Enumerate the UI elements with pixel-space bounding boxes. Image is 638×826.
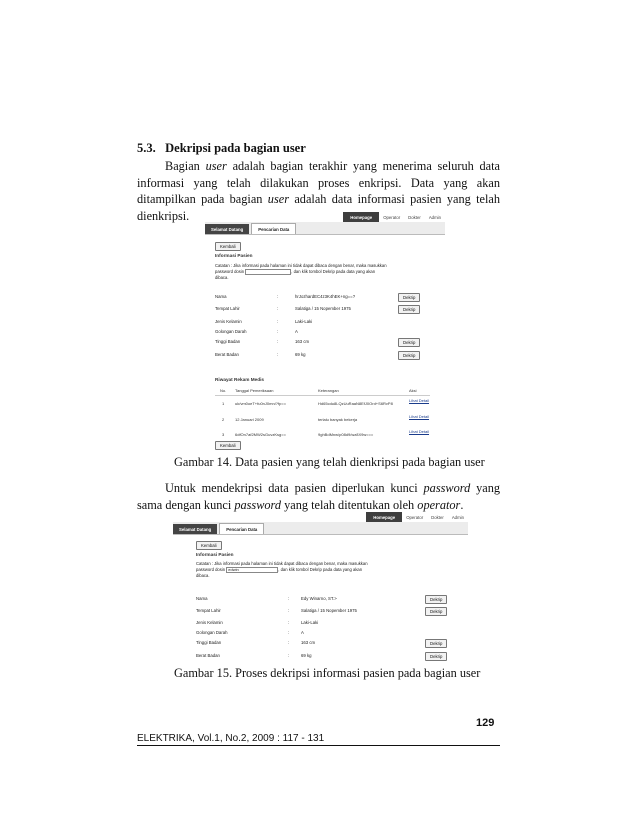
content bbox=[173, 535, 468, 658]
nav-admin[interactable]: Admin bbox=[451, 514, 464, 520]
field-colon: : bbox=[288, 620, 290, 625]
field-value: 69 kg bbox=[295, 352, 306, 357]
field-value: 69 kg bbox=[301, 653, 312, 658]
field-label: Berat Badan bbox=[215, 352, 239, 357]
back-button[interactable]: Kembali bbox=[215, 242, 241, 251]
field-value: hrJozhardEC4z3K4hEK+ng==? bbox=[295, 294, 356, 299]
field-colon: : bbox=[277, 319, 279, 324]
note: Catatan : Jika informasi pada halaman ini tidak dapat dibaca dengan benar, maka masukkan password dosin , dan klik tombol Dekrip pada data yang akan dibaca. bbox=[215, 263, 387, 281]
field-value: A bbox=[295, 329, 298, 334]
cell-no: 3 bbox=[222, 432, 225, 437]
field-colon: : bbox=[288, 653, 290, 658]
para-run: user bbox=[205, 159, 227, 173]
password-input[interactable] bbox=[245, 269, 291, 275]
table-row bbox=[215, 415, 430, 427]
field-value: Laki-Laki bbox=[301, 620, 319, 625]
cell-date: uk/vm0oeT+fu0nJ0mn/?fp== bbox=[235, 401, 287, 406]
nav-operator[interactable]: Operator bbox=[406, 514, 424, 520]
figure-14-screenshot bbox=[205, 212, 445, 448]
cell-date: 12 Januari 2009 bbox=[235, 417, 264, 422]
cell-no: 1 bbox=[222, 401, 225, 406]
nav-admin[interactable]: Admin bbox=[428, 214, 441, 220]
view-detail-link[interactable]: Lihat Detail bbox=[409, 414, 430, 419]
field-value: Salatiga / 15 Nopember 1975 bbox=[295, 306, 351, 311]
nav-homepage[interactable]: Homepage bbox=[343, 212, 379, 222]
field-value: 163 cm bbox=[301, 640, 316, 645]
para-run: password bbox=[423, 481, 471, 495]
para-run: . bbox=[460, 497, 464, 512]
cell-desc: 9ghBdMnw/p08d9/wz8X9w=== bbox=[318, 432, 374, 437]
back-button-bottom[interactable]: Kembali bbox=[215, 441, 241, 450]
field-row bbox=[215, 306, 430, 314]
view-detail-link[interactable]: Lihat Detail bbox=[409, 398, 430, 403]
field-colon: : bbox=[288, 630, 290, 635]
tab-pencarian-data[interactable]: Pencarian Data bbox=[219, 523, 264, 534]
table-row bbox=[215, 399, 430, 411]
cell-date: 6dfOn7af2MW2sGuvzKsg== bbox=[235, 432, 286, 437]
section-heading: 5.3. Dekripsi pada bagian user bbox=[137, 141, 306, 155]
field-colon: : bbox=[288, 596, 290, 601]
caption-figure-15: Gambar 15. Proses dekripsi informasi pasien pada bagian user bbox=[174, 666, 481, 680]
field-value: Laki-Laki bbox=[295, 319, 313, 324]
figure-15-screenshot bbox=[173, 512, 468, 658]
field-row bbox=[196, 640, 456, 648]
field-row bbox=[215, 294, 430, 302]
tab-pencarian-data[interactable]: Pencarian Data bbox=[251, 223, 296, 234]
field-label: Nama bbox=[196, 596, 208, 601]
field-row bbox=[196, 596, 456, 604]
field-colon: : bbox=[277, 339, 279, 344]
tab-bar bbox=[173, 522, 468, 535]
decrypt-button[interactable]: Dekrip bbox=[425, 652, 447, 661]
para-run: password bbox=[234, 497, 282, 512]
field-colon: : bbox=[277, 352, 279, 357]
para-run: yang sama dengan kunci bbox=[137, 481, 501, 512]
para-run: user bbox=[267, 192, 289, 206]
top-nav bbox=[366, 512, 468, 522]
field-row bbox=[196, 653, 456, 661]
caption-figure-14: Gambar 14. Data pasien yang telah dienkripsi pada bagian user bbox=[174, 455, 485, 469]
para-run: Untuk mendekripsi data pasien diperlukan kunci bbox=[165, 481, 424, 495]
field-row bbox=[215, 339, 430, 347]
page-number: 129 bbox=[476, 717, 495, 729]
field-value: 163 cm bbox=[295, 339, 310, 344]
field-row bbox=[215, 319, 430, 327]
col-no: No. bbox=[220, 388, 227, 393]
field-label: Tinggi Badan bbox=[215, 339, 241, 344]
field-label: Berat Badan bbox=[196, 653, 220, 658]
cell-desc: Hd65cdu8LQzUuRaaN8EfJ0Ord+S6RvP8 bbox=[318, 401, 393, 406]
view-detail-link[interactable]: Lihat Detail bbox=[409, 429, 430, 434]
content bbox=[205, 235, 445, 448]
info-title: Informasi Pasien bbox=[196, 552, 234, 557]
field-value: Edy Winarno, ST.> bbox=[301, 596, 337, 601]
field-label: Tempat Lahir bbox=[196, 608, 221, 613]
footer-rule bbox=[137, 745, 500, 746]
decrypt-button[interactable]: Dekrip bbox=[425, 639, 447, 648]
decrypt-button[interactable]: Dekrip bbox=[425, 607, 447, 616]
field-row bbox=[215, 352, 430, 360]
field-label: Tempat Lahir bbox=[215, 306, 240, 311]
para-run: operator bbox=[417, 497, 461, 512]
table-row bbox=[215, 430, 430, 442]
tab-selamat-datang[interactable]: Selamat Datang bbox=[205, 224, 249, 234]
cell-desc: terlalu banyak bekerja bbox=[318, 417, 358, 422]
decrypt-button[interactable]: Dekrip bbox=[398, 351, 420, 360]
col-date: Tanggal Pemeriksaan bbox=[235, 388, 274, 393]
field-colon: : bbox=[288, 640, 290, 645]
nav-dokter[interactable]: Dokter bbox=[408, 214, 421, 220]
journal-footer: ELEKTRIKA, Vol.1, No.2, 2009 : 117 - 131 bbox=[137, 733, 325, 744]
field-colon: : bbox=[277, 329, 279, 334]
field-label: Jenis Kelamin bbox=[215, 319, 242, 324]
tab-selamat-datang[interactable]: Selamat Datang bbox=[173, 524, 217, 534]
decrypt-button[interactable]: Dekrip bbox=[398, 293, 420, 302]
field-label: Jenis Kelamin bbox=[196, 620, 223, 625]
table-header bbox=[215, 388, 430, 396]
tab-bar bbox=[205, 222, 445, 235]
back-button[interactable]: Kembali bbox=[196, 541, 222, 550]
field-label: Tinggi Badan bbox=[196, 640, 222, 645]
field-label: Golongan Darah bbox=[215, 329, 247, 334]
field-row bbox=[196, 620, 456, 628]
para-run: adalah bagian terakhir yang menerima seluruh data informasi yang telah dilakukan proses enkripsi. Data yang akan ditampilkan pada bagian bbox=[137, 159, 501, 206]
decrypt-button[interactable]: Dekrip bbox=[425, 595, 447, 604]
field-colon: : bbox=[277, 294, 279, 299]
field-row bbox=[215, 329, 430, 337]
para-run: yang telah ditentukan oleh bbox=[281, 497, 418, 512]
field-row bbox=[196, 630, 456, 638]
field-value: A bbox=[301, 630, 304, 635]
para-run: Bagian bbox=[165, 159, 206, 173]
field-row bbox=[196, 608, 456, 616]
cell-no: 2 bbox=[222, 417, 225, 422]
nav-homepage[interactable]: Homepage bbox=[366, 512, 402, 522]
field-colon: : bbox=[277, 306, 279, 311]
note: Catatan : Jika informasi pada halaman ini tidak dapat dibaca dengan benar, maka masukkan password dosin edwin , dan klik tombol Dekrip pada data yang akan dibaca. bbox=[196, 561, 368, 579]
info-title: Informasi Pasien bbox=[215, 253, 253, 258]
medical-title: Riwayat Rekam Medis bbox=[215, 377, 264, 382]
decrypt-button[interactable]: Dekrip bbox=[398, 338, 420, 347]
field-label: Nama bbox=[215, 294, 227, 299]
col-desc: Keterangan bbox=[318, 388, 339, 393]
col-action: Aksi bbox=[409, 388, 417, 393]
nav-dokter[interactable]: Dokter bbox=[431, 514, 444, 520]
para-run: adalah data informasi pasien yang telah dienkripsi. bbox=[137, 192, 500, 223]
field-label: Golongan Darah bbox=[196, 630, 228, 635]
paragraph-2 bbox=[137, 480, 500, 513]
nav-operator[interactable]: Operator bbox=[383, 214, 401, 220]
field-colon: : bbox=[288, 608, 290, 613]
field-value: Salatiga / 15 Nopember 1975 bbox=[301, 608, 357, 613]
top-nav bbox=[343, 212, 445, 222]
password-input[interactable]: edwin bbox=[226, 567, 278, 573]
decrypt-button[interactable]: Dekrip bbox=[398, 305, 420, 314]
